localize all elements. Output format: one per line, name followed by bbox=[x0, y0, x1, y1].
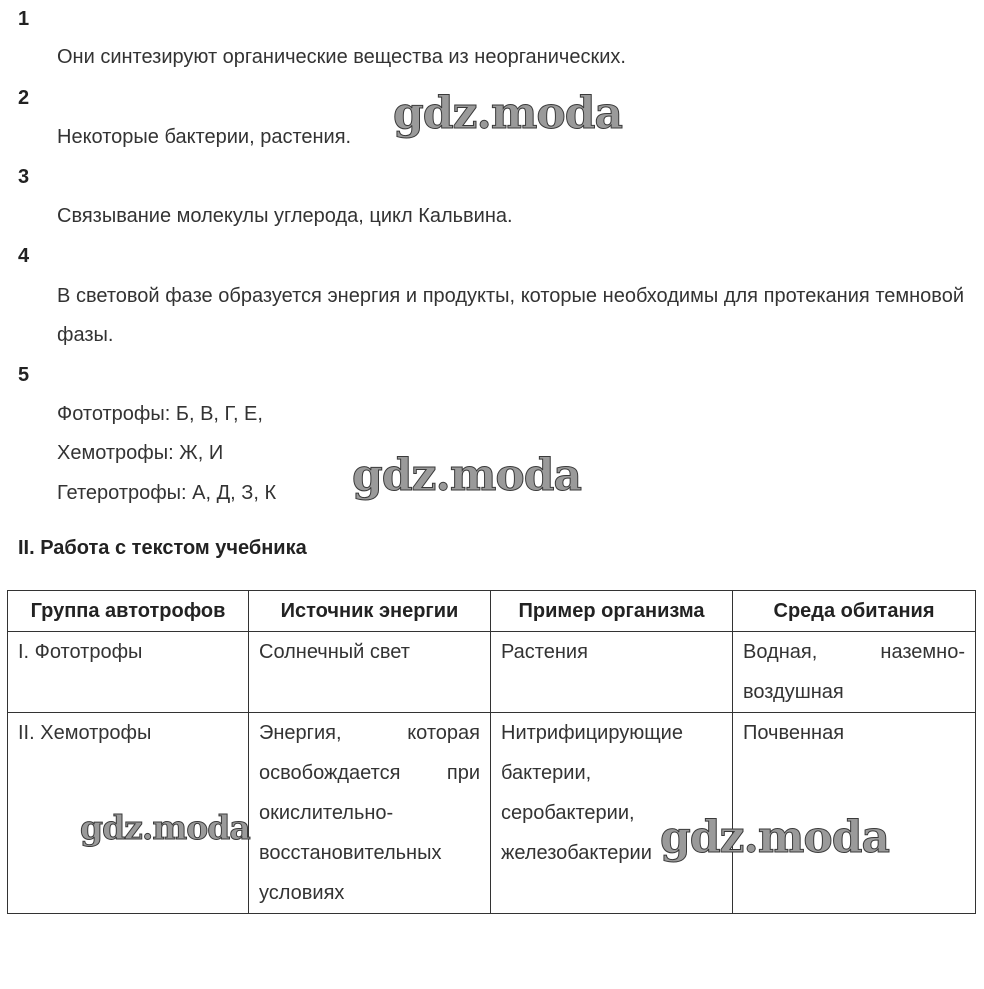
watermark-logo: gdz.moda bbox=[80, 808, 250, 847]
table-cell: Нитрифицирующие бактерии, серобактерии, железобактерии bbox=[491, 713, 733, 914]
answer-4: В световой фазе образуется энергия и продукты, которые необходимы для протекания темновой фазы. bbox=[57, 285, 964, 346]
table-cell: Растения bbox=[491, 632, 733, 713]
answer-1: Они синтезируют органические вещества из неорганических. bbox=[57, 46, 626, 68]
answer-5-phototrophs: Фототрофы: Б, В, Г, Е, bbox=[57, 403, 263, 425]
table-cell: Энергия, которая освобождается при окислительно-восстановительных условиях bbox=[249, 713, 491, 914]
section-title: II. Работа с текстом учебника bbox=[18, 537, 307, 559]
answer-5-chemotrophs: Хемотрофы: Ж, И bbox=[57, 442, 224, 464]
answer-2: Некоторые бактерии, растения. bbox=[57, 126, 352, 148]
watermark-logo: gdz.moda bbox=[660, 812, 890, 863]
header-group: Группа автотрофов bbox=[8, 591, 249, 632]
autotrophs-table bbox=[7, 590, 976, 914]
header-energy-source: Источник энергии bbox=[249, 591, 491, 632]
header-habitat: Среда обитания bbox=[733, 591, 976, 632]
question-number-5: 5 bbox=[18, 364, 30, 386]
table-cell: II. Хемотрофы bbox=[8, 713, 249, 914]
question-number-3: 3 bbox=[18, 166, 30, 188]
table-header-row bbox=[8, 591, 976, 632]
table-cell: Водная, наземно-воздушная bbox=[733, 632, 976, 713]
watermark-logo: gdz.moda bbox=[393, 88, 623, 139]
table-cell: Солнечный свет bbox=[249, 632, 491, 713]
table-cell: I. Фототрофы bbox=[8, 632, 249, 713]
table-cell: Почвенная bbox=[733, 713, 976, 914]
answer-3: Связывание молекулы углерода, цикл Кальвина. bbox=[57, 205, 513, 227]
header-example: Пример организма bbox=[491, 591, 733, 632]
table-row bbox=[8, 632, 976, 713]
question-number-2: 2 bbox=[18, 87, 30, 109]
question-number-1: 1 bbox=[18, 8, 30, 30]
answer-5-heterotrophs: Гетеротрофы: А, Д, З, К bbox=[57, 482, 277, 504]
question-number-4: 4 bbox=[18, 245, 30, 267]
table-row bbox=[8, 713, 976, 914]
watermark-logo: gdz.moda bbox=[352, 450, 582, 501]
